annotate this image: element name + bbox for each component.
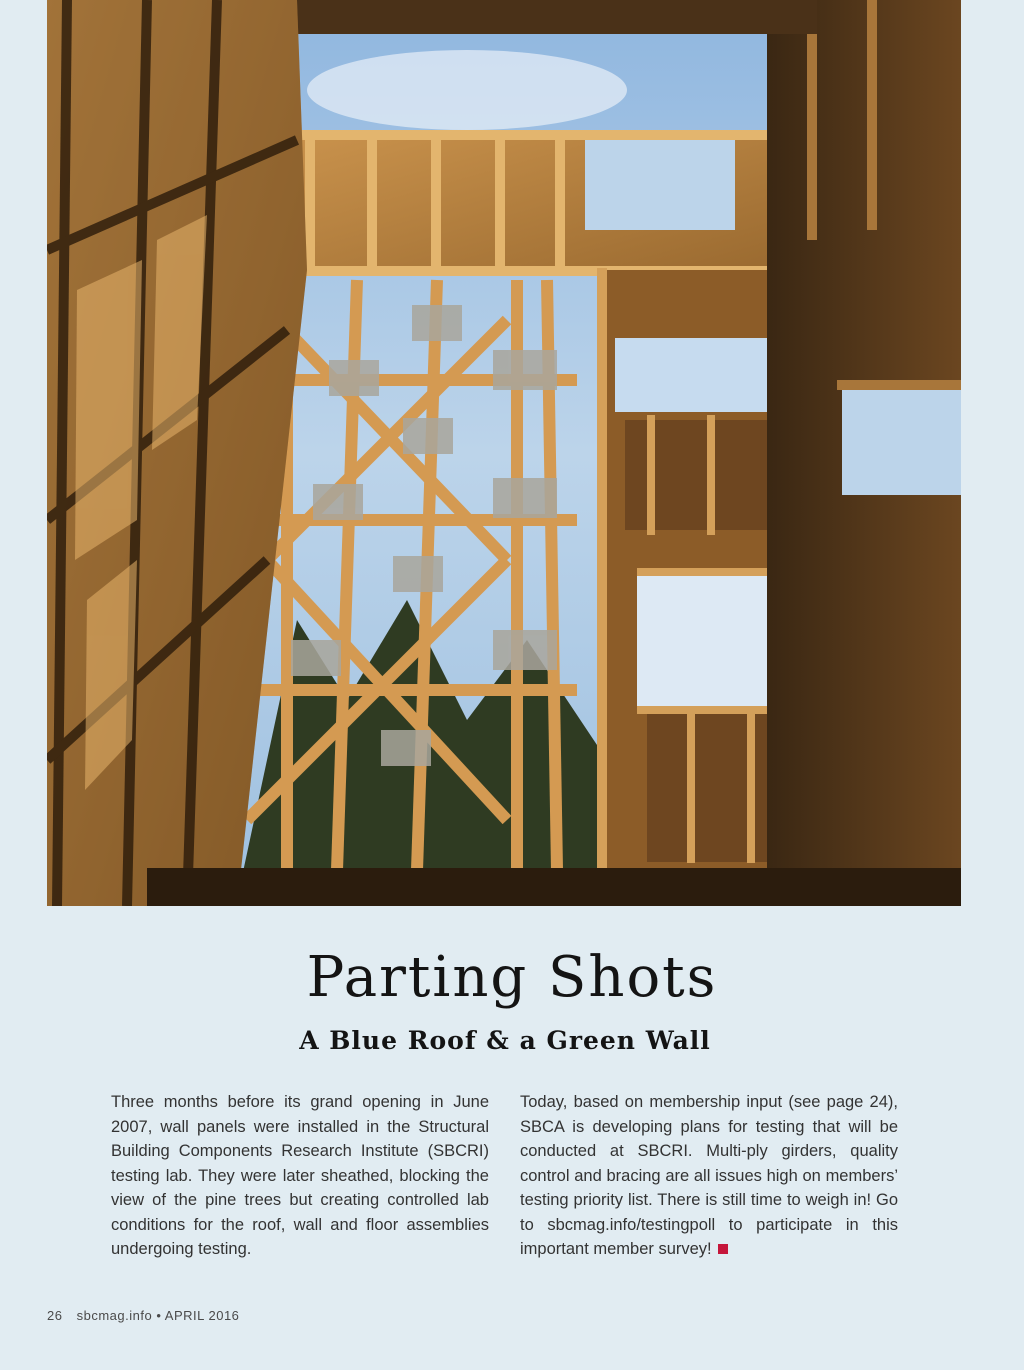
page-footer (47, 1308, 239, 1323)
footer-separator: • (156, 1308, 162, 1323)
page-number: 26 (47, 1308, 63, 1323)
footer-issue: APRIL 2016 (164, 1308, 240, 1323)
column-right-text: Today, based on membership input (see page 24), SBCA is developing plans for testing that will be conducted at SBCRI. Multi-ply girders, quality control and bracing are all issues high on members’ testing priority list. There is still time to weigh in! Go to sbcmag.info/testingpoll to participate in this important member survey! (520, 1093, 898, 1258)
article-subtitle: A Blue Roof & a Green Wall (299, 1026, 711, 1055)
article-title: Parting Shots (306, 945, 718, 1010)
article-column-right (520, 1090, 898, 1262)
hero-photo-framed-walls (47, 0, 961, 906)
footer-site: sbcmag.info (76, 1308, 153, 1323)
column-left-text: Three months before its grand opening in June 2007, wall panels were installed in the Structural Building Components Research Institute (SBCRI) testing lab. They were later sheathed, blocking the view of the pine trees but creating controlled lab conditions for the roof, wall and floor assemblies undergoing testing. (111, 1093, 489, 1258)
end-of-article-mark (718, 1244, 728, 1254)
article-column-left (111, 1090, 489, 1262)
